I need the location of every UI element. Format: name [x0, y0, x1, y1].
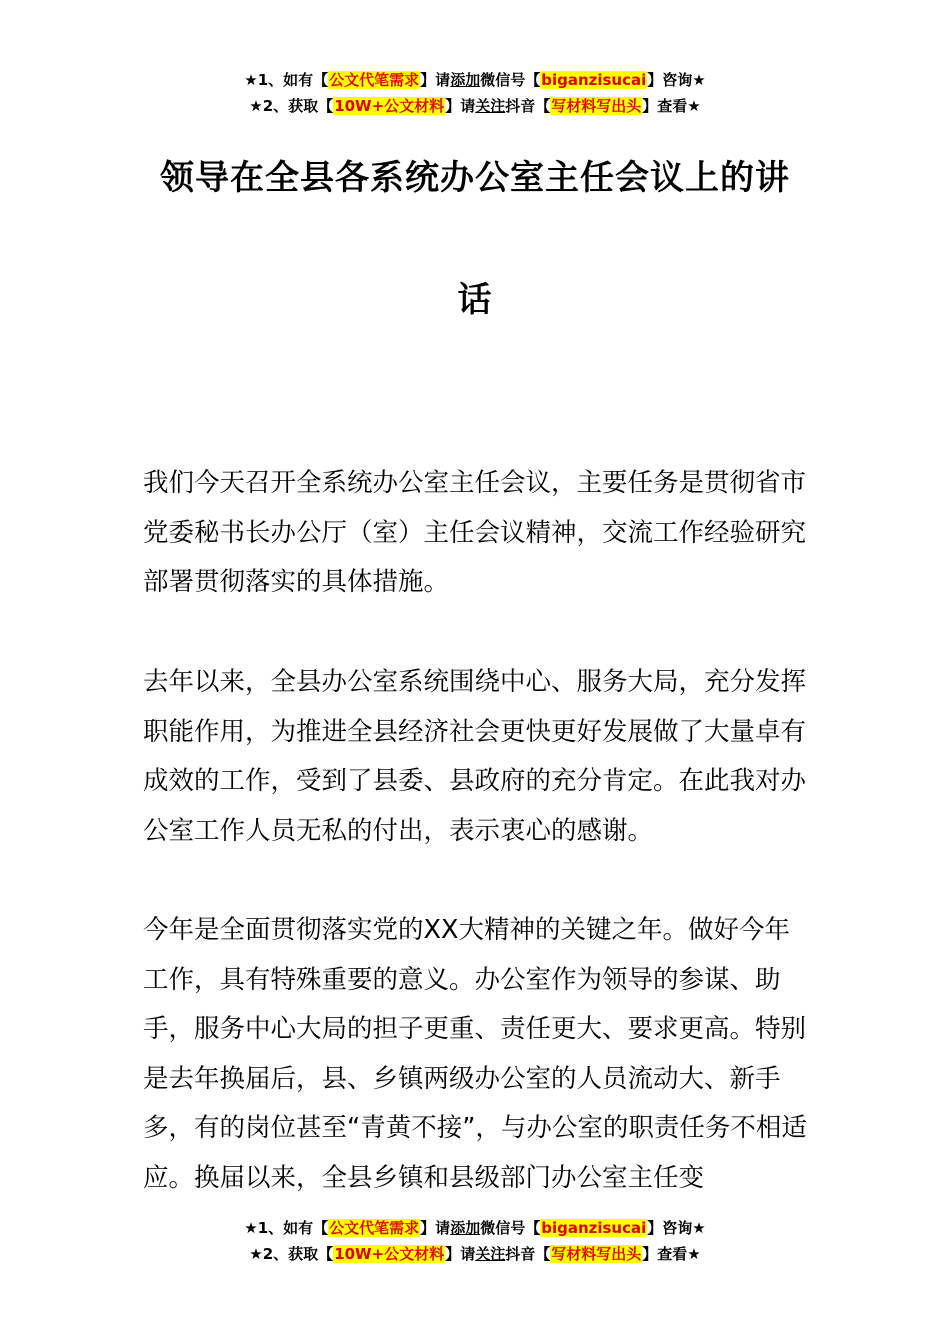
banner-highlight: 公文代笔需求	[329, 1219, 420, 1237]
banner-highlight: biganzisucai	[541, 71, 647, 89]
body-paragraph: 我们今天召开全系统办公室主任会议，主要任务是贯彻省市党委秘书长办公厅（室）主任会议精神，交流工作经验研究部署贯彻落实的具体措施。	[143, 468, 807, 597]
banner-line-1: ★1、如有【公文代笔需求】请添加微信号【biganzisucai】咨询★	[244, 71, 706, 89]
body-paragraph: 去年以来，全县办公室系统围绕中心、服务大局，充分发挥职能作用，为推进全县经济社会更快更好发展做了大量卓有成效的工作，受到了县委、县政府的充分肯定。在此我对办公室工作人员无私的付出，表示衷心的感谢。	[143, 667, 807, 846]
banner-highlight: 公文代笔需求	[329, 71, 420, 89]
body-paragraph: 今年是全面贯彻落实党的XX大精神的关键之年。做好今年工作，具有特殊重要的意义。办公室作为领导的参谋、助手，服务中心大局的担子更重、责任更大、要求更高。特别是去年换届后，县、乡镇两级办公室的人员流动大、新手多，有的岗位甚至“青黄不接”，与办公室的职责任务不相适应。换届以来，全县乡镇和县级部门办公室主任变	[143, 915, 807, 1193]
banner-highlight: 写材料写出头	[551, 1245, 642, 1263]
banner-line-2: ★2、获取【10W+公文材料】请关注抖音【写材料写出头】查看★	[249, 1245, 701, 1263]
banner-highlight: biganzisucai	[541, 1219, 647, 1237]
banner-highlight: 写材料写出头	[551, 97, 642, 115]
header-banner	[0, 67, 950, 119]
banner-highlight: 10W+公文材料	[334, 97, 445, 115]
banner-highlight: 10W+公文材料	[334, 1245, 445, 1263]
banner-line-2: ★2、获取【10W+公文材料】请关注抖音【写材料写出头】查看★	[249, 97, 701, 115]
document-title-line-2: 话	[457, 280, 493, 320]
document-title-line-1: 领导在全县各系统办公室主任会议上的讲	[160, 158, 790, 198]
footer-banner	[0, 1215, 950, 1267]
banner-line-1: ★1、如有【公文代笔需求】请添加微信号【biganzisucai】咨询★	[244, 1219, 706, 1237]
